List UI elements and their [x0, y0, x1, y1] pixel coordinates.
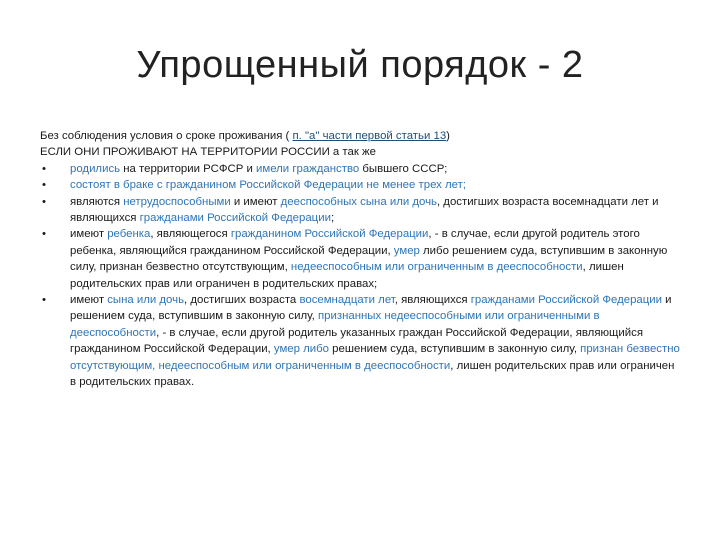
highlighted-term: гражданами Российской Федерации [470, 294, 663, 307]
bullet-item [40, 177, 680, 193]
bullet-dot: • [42, 195, 46, 208]
bullet-item [40, 194, 680, 227]
highlighted-term: гражданами Российской Федерации [139, 212, 331, 225]
highlighted-term: родились [70, 162, 121, 175]
highlighted-term: дееспособных сына или дочь [280, 195, 437, 208]
bullet-text-fragment: , достигших возраста восемнадцати лет и являющихся [70, 195, 659, 225]
slide-title: Упрощенный порядок - 2 [136, 44, 584, 86]
bullet-text [70, 179, 466, 191]
bullet-dot: • [42, 162, 46, 175]
bullet-text-fragment: , лишен родительских прав или ограничен в родительских правах. [70, 359, 675, 389]
bullet-dot: • [42, 294, 46, 307]
bullet-text-fragment: , являющегося [150, 228, 231, 241]
bullet-text-fragment: , - в случае, если другой родитель этого ребенка, являющийся гражданином Российской Федерации, [70, 228, 640, 257]
highlighted-term: сына или дочь [107, 294, 185, 307]
bullet-text-fragment: ; [330, 212, 335, 225]
highlighted-term: умер [393, 244, 420, 257]
bullet-text-fragment: , - в случае, если другой родитель указанных граждан Российской Федерации, являющийся гражданином Российской Федерации, [70, 326, 643, 356]
condition-tail: а так же [329, 146, 376, 159]
highlighted-term: состоят в браке с гражданином Российской Федерации не менее трех лет; [70, 179, 466, 192]
bullet-text-fragment: имеют [70, 294, 108, 307]
bullet-text-fragment: являются [70, 195, 124, 208]
bullet-text-fragment: на территории РСФСР и [120, 162, 257, 175]
bullet-text-fragment: , являющихся [394, 294, 471, 307]
slide-body [40, 128, 680, 391]
article-link[interactable]: п. "а" части первой статьи 13 [292, 130, 447, 142]
bullet-text-fragment: решением суда, вступившим в законную силу, [329, 343, 581, 356]
bullet-text [70, 163, 447, 175]
highlighted-term: имели гражданство [256, 162, 360, 175]
bullet-text [70, 294, 680, 388]
highlighted-term: умер либо [273, 343, 330, 356]
bullet-text-fragment: , достигших возраста [184, 294, 300, 307]
bullet-dot: • [42, 179, 46, 192]
bullet-text-fragment: , лишен родительских прав или ограничен в родительских правах; [70, 261, 624, 290]
intro-close: ) [446, 130, 450, 142]
bullet-text-fragment: и имеют [230, 195, 281, 208]
bullet-text [70, 196, 658, 224]
bullet-dot: • [42, 228, 46, 241]
bullet-text-fragment: имеют [70, 228, 108, 241]
highlighted-term: гражданином Российской Федерации [230, 228, 429, 241]
bullet-text-fragment: бывшего СССР; [359, 162, 448, 175]
bullet-item [40, 226, 680, 292]
intro-text: Без соблюдения условия о сроке проживания ( [40, 130, 293, 142]
bullet-item [40, 292, 680, 390]
intro-line [40, 128, 680, 144]
condition-caps: ЕСЛИ ОНИ ПРОЖИВАЮТ НА ТЕРРИТОРИИ РОССИИ [40, 146, 330, 159]
highlighted-term: признан безвестно отсутствующим, недееспособным или ограниченным в дееспособности [70, 343, 680, 372]
bullet-text [70, 228, 667, 289]
bullet-text-fragment: и решением суда, вступившим в законную силу, [70, 294, 672, 323]
highlighted-term: нетрудоспособными [123, 195, 231, 208]
highlighted-term: недееспособным или ограниченным в дееспособности [290, 261, 583, 274]
highlighted-term: восемнадцати лет [299, 294, 395, 307]
bullet-text-fragment: либо решением суда, вступившим в законную силу, признан безвестно отсутствующим, [70, 244, 668, 274]
highlighted-term: признанных недееспособными или ограниченными в дееспособности [70, 310, 600, 339]
highlighted-term: ребенка [107, 228, 151, 241]
condition-line [40, 144, 680, 160]
bullet-item [40, 161, 680, 177]
